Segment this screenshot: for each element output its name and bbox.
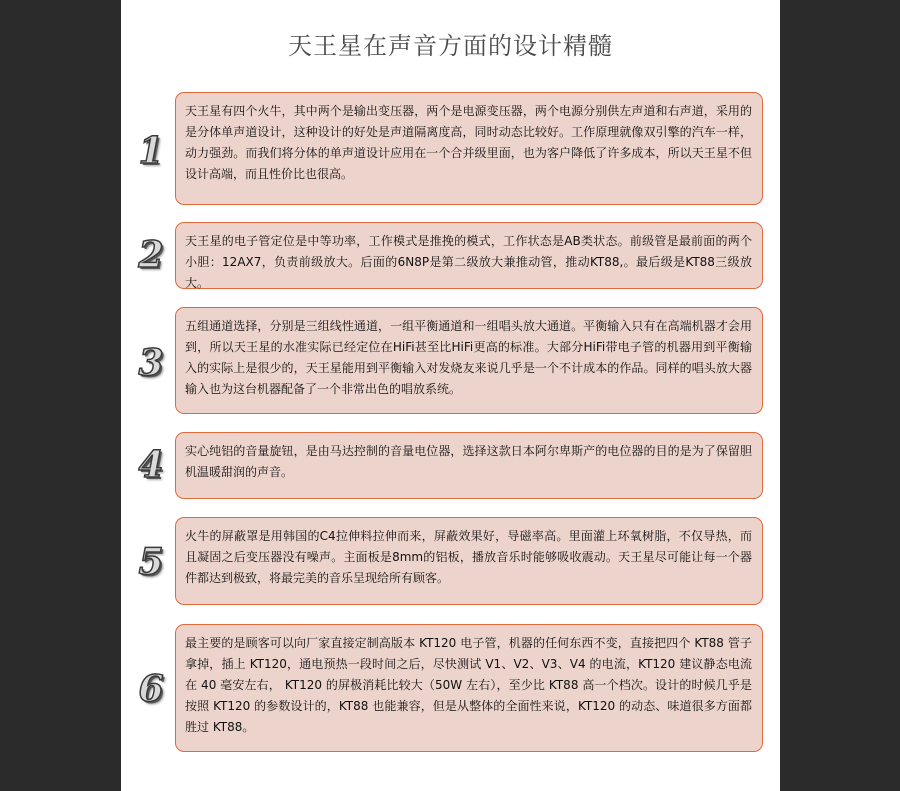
item-number-4: 4 xyxy=(138,444,164,486)
item-number-1: 1 xyxy=(138,130,164,172)
document-page xyxy=(121,0,780,791)
item-text-box-3: 五组通道选择，分别是三组线性通道，一组平衡通道和一组唱头放大通道。平衡输入只有在高端机器才会用到，所以天王星的水准实际已经定位在HiFi甚至比HiFi更高的标准。大部分HiFi带电子管的机器用到平衡输入的实际上是很少的，天王星能用到平衡输入对发烧友来说几乎是一个不计成本的作品。同样的唱头放大器输入也为这台机器配备了一个非常出色的唱放系统。 xyxy=(175,307,763,414)
page-title: 天王星在声音方面的设计精髓 xyxy=(288,32,613,60)
item-number-5: 5 xyxy=(138,541,164,583)
item-text-box-4: 实心纯铝的音量旋钮，是由马达控制的音量电位器，选择这款日本阿尔卑斯产的电位器的目的是为了保留胆机温暖甜润的声音。 xyxy=(175,432,763,499)
item-number-2: 2 xyxy=(138,234,164,276)
item-number-6: 6 xyxy=(138,668,164,710)
item-number-3: 3 xyxy=(138,342,164,384)
item-text-box-2: 天王星的电子管定位是中等功率，工作模式是推挽的模式，工作状态是AB类状态。前级管是最前面的两个小胆：12AX7，负责前级放大。后面的6N8P是第二级放大兼推动管，推动KT88,。最后级是KT88三级放大。 xyxy=(175,222,763,289)
item-text-box-6: 最主要的是顾客可以向厂家直接定制高版本 KT120 电子管，机器的任何东西不变，直接把四个 KT88 管子拿掉，插上 KT120，通电预热一段时间之后，尽快测试 V1、V2、V3、V4 的电流，KT120 建议静态电流在 40 毫安左右， KT120 的屏极消耗比较大（50W 左右），至少比 KT88 高一个档次。设计的时候几乎是按照 KT120 的参数设计的，KT88 也能兼容，但是从整体的全面性来说，KT120 的动态、味道很多方面都胜过 KT88。 xyxy=(175,624,763,752)
item-text-box-5: 火牛的屏蔽罩是用韩国的C4拉伸料拉伸而来，屏蔽效果好，导磁率高。里面灌上环氧树脂，不仅导热，而且凝固之后变压器没有噪声。主面板是8mm的铝板，播放音乐时能够吸收震动。天王星尽可能让每一个器件都达到极致，将最完美的音乐呈现给所有顾客。 xyxy=(175,517,763,605)
item-text-box-1: 天王星有四个火牛，其中两个是输出变压器，两个是电源变压器，两个电源分别供左声道和右声道，采用的是分体单声道设计，这种设计的好处是声道隔离度高，同时动态比较好。工作原理就像双引擎的汽车一样，动力强劲。而我们将分体的单声道设计应用在一个合并级里面，也为客户降低了许多成本，所以天王星不但设计高端，而且性价比也很高。 xyxy=(175,92,763,205)
